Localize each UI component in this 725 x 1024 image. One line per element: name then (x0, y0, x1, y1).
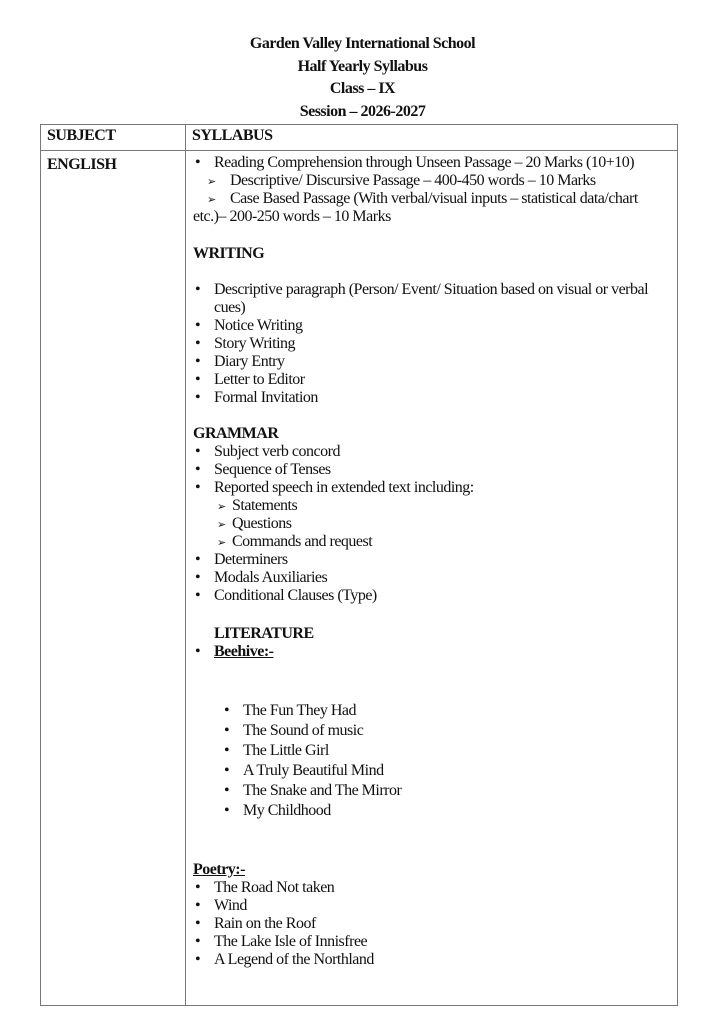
list-item: • Formal Invitation (193, 389, 671, 407)
list-item: • Conditional Clauses (Type) (193, 587, 671, 605)
list-item: • The Snake and The Mirror (193, 781, 671, 801)
list-item (193, 643, 671, 661)
list-item: • Wind (193, 897, 671, 915)
list-item: ➢ Case Based Passage (With verbal/visual inputs – statistical data/chart etc.)– 200-250 words – 10 Marks (193, 190, 671, 226)
literature-title: LITERATURE (214, 625, 314, 642)
list-item: • Descriptive paragraph (Person/ Event/ Situation based on visual or verbal cues) (193, 281, 671, 317)
beehive-label: Beehive:- (214, 643, 274, 660)
list-item: • The Road Not taken (193, 879, 671, 897)
list-item: • Determiners (193, 551, 671, 569)
reading-section (193, 154, 671, 172)
list-item: • The Lake Isle of Innisfree (193, 933, 671, 951)
list-item: • Modals Auxiliaries (193, 569, 671, 587)
list-item: • The Sound of music (193, 721, 671, 741)
list-item: • Diary Entry (193, 353, 671, 371)
table-header-row (41, 125, 678, 151)
table-row (41, 151, 678, 1006)
list-item: • Story Writing (193, 335, 671, 353)
syllabus-cell (186, 151, 678, 1006)
writing-title: WRITING (193, 245, 265, 262)
list-item: ➢ Commands and request (193, 533, 671, 551)
list-item: • The Little Girl (193, 741, 671, 761)
list-item: • Sequence of Tenses (193, 461, 671, 479)
list-item: ➢ Questions (193, 515, 671, 533)
subject-column-header: SUBJECT (41, 125, 186, 151)
list-item: • The Fun They Had (193, 701, 671, 721)
poetry-label: Poetry:- (193, 861, 245, 878)
list-item: • A Truly Beautiful Mind (193, 761, 671, 781)
grammar-list (193, 443, 671, 605)
list-item: ➢ Descriptive/ Discursive Passage – 400-450 words – 10 Marks (193, 172, 671, 190)
list-item: • My Childhood (193, 801, 671, 821)
syllabus-column-header: SYLLABUS (186, 125, 678, 151)
grammar-title: GRAMMAR (193, 425, 279, 442)
list-item: • Notice Writing (193, 317, 671, 335)
beehive-heading-list (193, 643, 671, 661)
exam-title: Half Yearly Syllabus (297, 57, 428, 75)
session-label: Session – 2026-2027 (299, 102, 426, 120)
document-header (0, 33, 725, 123)
list-item: • Subject verb concord (193, 443, 671, 461)
list-item: • Rain on the Roof (193, 915, 671, 933)
poetry-list (193, 879, 671, 969)
beehive-list (193, 701, 671, 821)
syllabus-table (40, 124, 678, 1006)
list-item: • Reported speech in extended text including: (193, 479, 671, 497)
list-item: ➢ Statements (193, 497, 671, 515)
class-label: Class – IX (329, 80, 396, 97)
list-item: • Letter to Editor (193, 371, 671, 389)
reading-main-item: • Reading Comprehension through Unseen Passage – 20 Marks (10+10) (193, 154, 671, 172)
list-item: • A Legend of the Northland (193, 951, 671, 969)
reading-sub-list (193, 172, 671, 226)
writing-list (193, 281, 671, 407)
school-name: Garden Valley International School (249, 35, 476, 52)
subject-cell: ENGLISH (41, 151, 186, 1006)
